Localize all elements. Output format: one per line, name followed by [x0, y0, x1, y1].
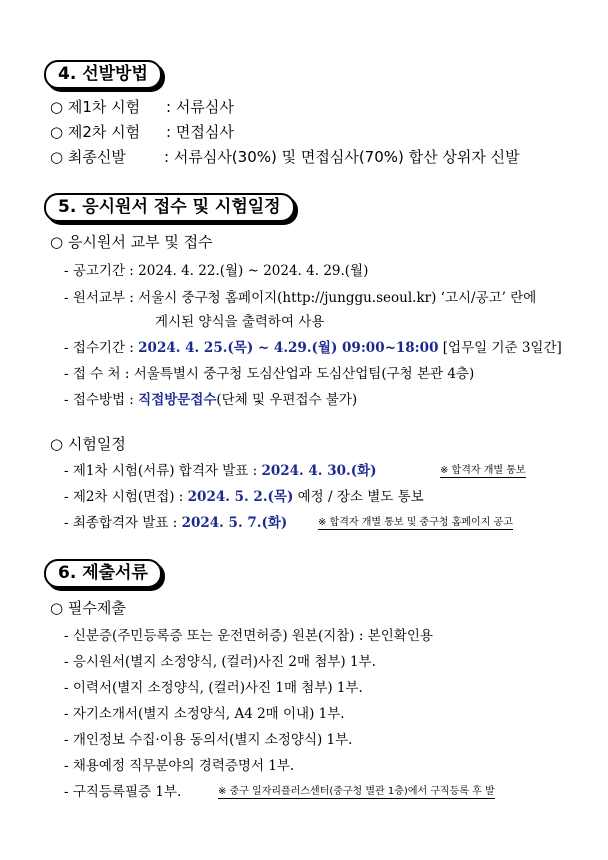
final-result-date: 2024. 5. 7.(화) — [181, 515, 288, 531]
receipt-method-value: 직접방문접수 — [138, 392, 217, 408]
second-exam-row — [64, 488, 424, 506]
final-result-note: ※ 합격자 개별 통보 및 중구청 홈페이지 공고 — [318, 517, 513, 528]
selection-value: 서류심사(30%) 및 면접심사(70%) 합산 상위자 신발 — [173, 148, 520, 166]
doc-item: - 이력서(별지 소정양식, (컬러)사진 1매 첨부) 1부. — [64, 680, 363, 696]
selection-sep: : — [166, 98, 172, 116]
receipt-place-label: - 접 수 처 : — [64, 366, 130, 382]
selection-label: ○ 제2차 시험 — [50, 123, 141, 141]
second-exam-date: 2024. 5. 2.(목) — [187, 489, 294, 505]
receipt-method-label: - 접수방법 : — [64, 392, 134, 408]
distribution-row — [64, 289, 536, 307]
selection-sep: : — [164, 148, 170, 166]
first-exam-date: 2024. 4. 30.(화) — [261, 463, 377, 479]
receipt-period-row — [64, 339, 562, 357]
section-5-title: 5. 응시원서 접수 및 시험일정 — [44, 193, 295, 222]
exam-schedule-heading: ○ 시험일정 — [50, 435, 126, 453]
selection-label: ○ 제1차 시험 — [50, 98, 141, 116]
selection-item-1 — [50, 98, 234, 116]
receipt-place-value: 서울특별시 중구청 도심산업과 도심산업팀(구청 본관 4층) — [133, 366, 475, 382]
selection-value: 서류심사 — [175, 98, 234, 116]
section-4-title: 4. 선발방법 — [44, 60, 162, 89]
first-exam-note: ※ 합격자 개별 통보 — [440, 465, 526, 476]
first-exam-label: - 제1차 시험(서류) 합격자 발표 : — [64, 463, 258, 479]
application-heading: ○ 응시원서 교부 및 접수 — [50, 233, 213, 251]
receipt-period-label: - 접수기간 : — [64, 340, 134, 356]
doc-item: - 자기소개서(별지 소정양식, A4 2매 이내) 1부. — [64, 706, 345, 722]
distribution-value: 서울시 중구청 홈페이지(http://junggu.seoul.kr) ‘고시/공고’ 란에 — [138, 290, 537, 306]
doc-item: - 응시원서(별지 소정양식, (컬러)사진 2매 첨부) 1부. — [64, 654, 376, 670]
distribution-row-cont — [155, 313, 324, 331]
notice-period-value: 2024. 4. 22.(월) ~ 2024. 4. 29.(월) — [138, 263, 369, 279]
doc-item: - 채용예정 직무분야의 경력증명서 1부. — [64, 758, 295, 774]
doc-item: - 구직등록필증 1부. — [64, 784, 182, 800]
receipt-period-value: 2024. 4. 25.(목) ~ 4.29.(월) 09:00~18:00 — [138, 340, 439, 356]
distribution-value-cont: 게시된 양식을 출력하여 사용 — [155, 314, 325, 330]
selection-item-3 — [50, 148, 520, 166]
receipt-method-row — [64, 391, 357, 409]
doc-item: - 신분증(주민등록증 또는 운전면허증) 원본(지참) : 본인확인용 — [64, 628, 433, 644]
receipt-place-row — [64, 365, 474, 383]
selection-label: ○ 최종신발 — [50, 148, 126, 166]
notice-period-row — [64, 262, 368, 280]
required-docs-heading: ○ 필수제출 — [50, 599, 126, 617]
final-result-label: - 최종합격자 발표 : — [64, 515, 178, 531]
second-exam-label: - 제2차 시험(면접) : — [64, 489, 184, 505]
selection-sep: : — [166, 123, 172, 141]
job-registration-note: ※ 중구 일자리플러스센터(중구청 별관 1층)에서 구직등록 후 발 — [218, 786, 495, 797]
receipt-method-extra: (단체 및 우편접수 불가) — [216, 392, 358, 408]
final-result-row — [64, 514, 287, 532]
distribution-label: - 원서교부 : — [64, 290, 134, 306]
selection-value: 면접심사 — [175, 123, 234, 141]
selection-item-2 — [50, 123, 234, 141]
receipt-period-extra: [업무일 기준 3일간] — [442, 340, 562, 356]
notice-period-label: - 공고기간 : — [64, 263, 134, 279]
first-exam-row — [64, 462, 377, 480]
second-exam-extra: 예정 / 장소 별도 통보 — [297, 489, 424, 505]
doc-item: - 개인정보 수집·이용 동의서(별지 소정양식) 1부. — [64, 732, 353, 748]
section-6-title: 6. 제출서류 — [44, 559, 162, 588]
